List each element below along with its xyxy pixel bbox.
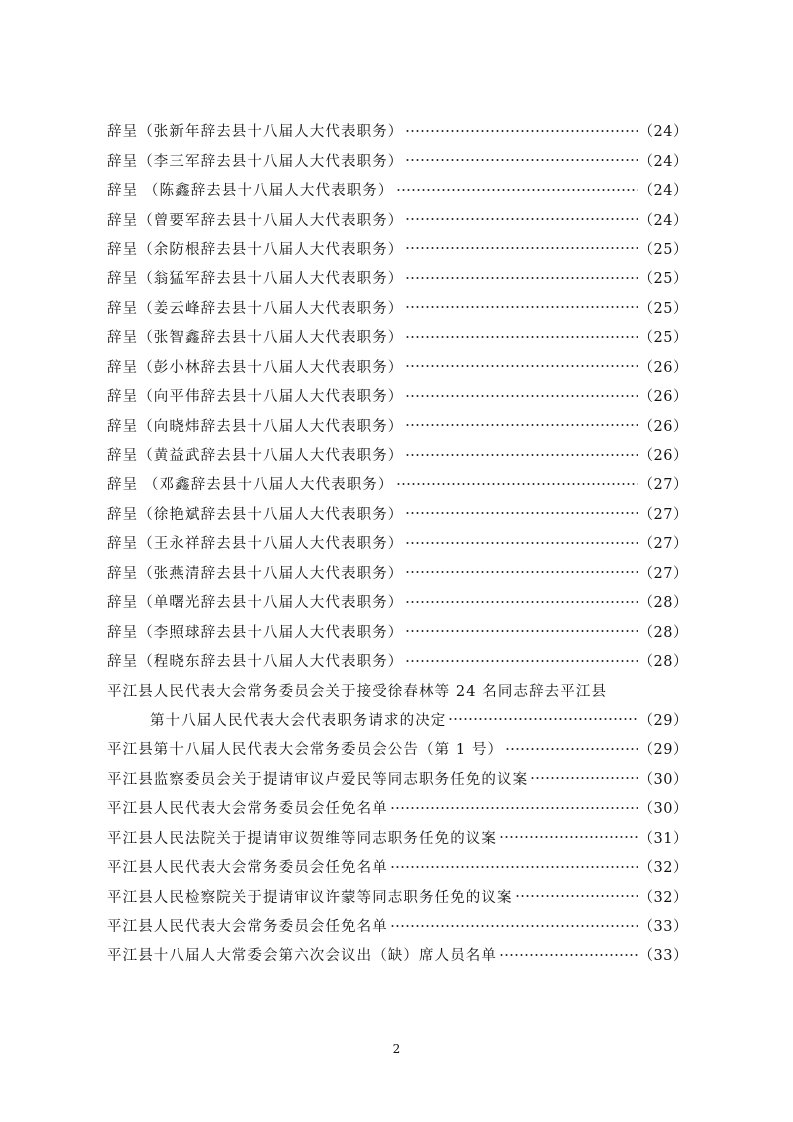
toc-entry	[107, 940, 688, 969]
toc-entry-title: 平江县人民法院关于提请审议贺维等同志职务任免的议案	[107, 830, 497, 847]
toc-entry-page: （33）	[638, 919, 688, 936]
toc-entry-page: （27）	[638, 477, 688, 494]
page-number: 2	[392, 1042, 401, 1056]
toc-leader	[515, 891, 638, 901]
toc-entry-title: 辞呈 （邓鑫辞去县十八届人大代表职务）	[107, 477, 394, 494]
toc-entry-title: 辞呈（张新年辞去县十八届人大代表职务）	[107, 124, 404, 141]
table-of-contents	[107, 116, 688, 970]
toc-leader	[448, 714, 637, 724]
toc-leader	[390, 803, 638, 813]
toc-entry-title: 辞呈 （陈鑫辞去县十八届人大代表职务）	[107, 183, 394, 200]
toc-entry	[107, 793, 688, 822]
toc-leader	[405, 391, 637, 401]
toc-entry-page: （26）	[638, 359, 688, 376]
toc-leader	[396, 185, 638, 195]
toc-leader	[405, 420, 637, 430]
toc-entry-title: 辞呈（徐艳斌辞去县十八届人大代表职务）	[107, 506, 404, 523]
toc-entry	[107, 322, 688, 351]
toc-entry-page: （26）	[638, 418, 688, 435]
toc-entry-title: 辞呈（李照球辞去县十八届人大代表职务）	[107, 624, 404, 641]
toc-entry-title: 平江县人民代表大会常务委员会任免名单	[107, 860, 388, 877]
toc-leader	[499, 832, 638, 842]
toc-entry	[107, 440, 688, 469]
toc-entry-title: 平江县人民代表大会常务委员会关于接受徐春林等 24 名同志辞去平江县	[107, 683, 608, 700]
toc-entry-page: （24）	[638, 212, 688, 229]
toc-leader	[390, 862, 638, 872]
toc-leader	[405, 126, 637, 136]
toc-entry	[107, 587, 688, 616]
toc-entry	[107, 852, 688, 881]
toc-leader	[405, 155, 637, 165]
toc-leader	[405, 243, 637, 253]
toc-entry-title: 辞呈（余防根辞去县十八届人大代表职务）	[107, 241, 404, 258]
toc-entry-page: （27）	[638, 536, 688, 553]
toc-leader	[405, 332, 637, 342]
toc-entry	[107, 528, 688, 557]
toc-entry-title: 辞呈（向晓炜辞去县十八届人大代表职务）	[107, 418, 404, 435]
toc-leader	[405, 361, 637, 371]
toc-entry-title: 辞呈（曾要军辞去县十八届人大代表职务）	[107, 212, 404, 229]
toc-entry-page: （32）	[638, 889, 688, 906]
toc-entry	[107, 881, 688, 910]
toc-entry-title: 辞呈（向平伟辞去县十八届人大代表职务）	[107, 389, 404, 406]
toc-leader	[530, 773, 637, 783]
toc-entry	[107, 646, 688, 675]
toc-entry-page: （25）	[638, 241, 688, 258]
toc-entry-title: 平江县人民检察院关于提请审议许蒙等同志职务任免的议案	[107, 889, 513, 906]
toc-entry-title: 平江县十八届人大常委会第六次会议出（缺）席人员名单	[107, 948, 497, 965]
toc-entry-page: （27）	[638, 506, 688, 523]
toc-entry	[107, 352, 688, 381]
toc-entry-title: 辞呈（姜云峰辞去县十八届人大代表职务）	[107, 300, 404, 317]
toc-entry-page: （28）	[638, 595, 688, 612]
toc-entry-title: 平江县人民代表大会常务委员会任免名单	[107, 801, 388, 818]
toc-entry-title: 辞呈（程晓东辞去县十八届人大代表职务）	[107, 654, 404, 671]
toc-entry-page: （29）	[638, 712, 688, 729]
toc-entry-page: （32）	[638, 860, 688, 877]
toc-entry	[107, 734, 688, 763]
toc-entry	[107, 558, 688, 587]
toc-entry-page: （33）	[638, 948, 688, 965]
toc-entry	[107, 234, 688, 263]
toc-entry	[107, 263, 688, 292]
toc-entry	[107, 116, 688, 145]
toc-entry	[107, 764, 688, 793]
toc-entry-title: 平江县人民代表大会常务委员会任免名单	[107, 919, 388, 936]
toc-entry	[107, 499, 688, 528]
toc-entry-page: （25）	[638, 271, 688, 288]
toc-leader	[396, 479, 638, 489]
toc-entry	[107, 204, 688, 233]
toc-leader	[405, 508, 637, 518]
toc-leader	[499, 950, 638, 960]
toc-entry-title-continued: 第十八届人民代表大会代表职务请求的决定	[150, 712, 447, 729]
toc-entry-page: （26）	[638, 448, 688, 465]
toc-entry	[107, 410, 688, 439]
toc-leader	[405, 302, 637, 312]
toc-entry-title: 辞呈（单曙光辞去县十八届人大代表职务）	[107, 595, 404, 612]
toc-entry	[107, 381, 688, 410]
toc-entry-title: 平江县第十八届人民代表大会常务委员会公告（第 1 号）	[107, 742, 504, 759]
toc-entry	[107, 145, 688, 174]
toc-entry-continuation	[107, 705, 688, 734]
toc-leader	[405, 567, 637, 577]
toc-entry-page: （30）	[638, 801, 688, 818]
toc-entry	[107, 823, 688, 852]
toc-entry	[107, 675, 688, 704]
toc-leader	[390, 921, 638, 931]
toc-entry-page: （27）	[638, 565, 688, 582]
toc-leader	[405, 450, 637, 460]
toc-entry-page: （28）	[638, 654, 688, 671]
toc-entry	[107, 616, 688, 645]
toc-entry-title: 辞呈（翁猛军辞去县十八届人大代表职务）	[107, 271, 404, 288]
toc-leader	[405, 626, 637, 636]
toc-entry-title: 辞呈（黄益武辞去县十八届人大代表职务）	[107, 448, 404, 465]
toc-entry-title: 平江县监察委员会关于提请审议卢爱民等同志职务任免的议案	[107, 771, 529, 788]
toc-entry-title: 辞呈（王永祥辞去县十八届人大代表职务）	[107, 536, 404, 553]
toc-entry-page: （28）	[638, 624, 688, 641]
toc-entry-page: （25）	[638, 330, 688, 347]
toc-entry-title: 辞呈（李三军辞去县十八届人大代表职务）	[107, 153, 404, 170]
toc-entry-page: （26）	[638, 389, 688, 406]
toc-entry-page: （31）	[638, 830, 688, 847]
toc-leader	[405, 656, 637, 666]
toc-entry	[107, 175, 688, 204]
toc-leader	[405, 214, 637, 224]
toc-entry-page: （24）	[638, 183, 688, 200]
toc-entry-page: （24）	[638, 153, 688, 170]
toc-entry-page: （29）	[638, 742, 688, 759]
toc-leader	[505, 744, 637, 754]
toc-leader	[405, 597, 637, 607]
toc-leader	[405, 273, 637, 283]
toc-entry-title: 辞呈（张燕清辞去县十八届人大代表职务）	[107, 565, 404, 582]
toc-entry-title: 辞呈（张智鑫辞去县十八届人大代表职务）	[107, 330, 404, 347]
toc-entry	[107, 469, 688, 498]
toc-entry-page: （25）	[638, 300, 688, 317]
toc-entry-page: （24）	[638, 124, 688, 141]
toc-entry-page: （30）	[638, 771, 688, 788]
toc-entry	[107, 293, 688, 322]
toc-entry-title: 辞呈（彭小林辞去县十八届人大代表职务）	[107, 359, 404, 376]
toc-leader	[405, 538, 637, 548]
toc-entry	[107, 911, 688, 940]
